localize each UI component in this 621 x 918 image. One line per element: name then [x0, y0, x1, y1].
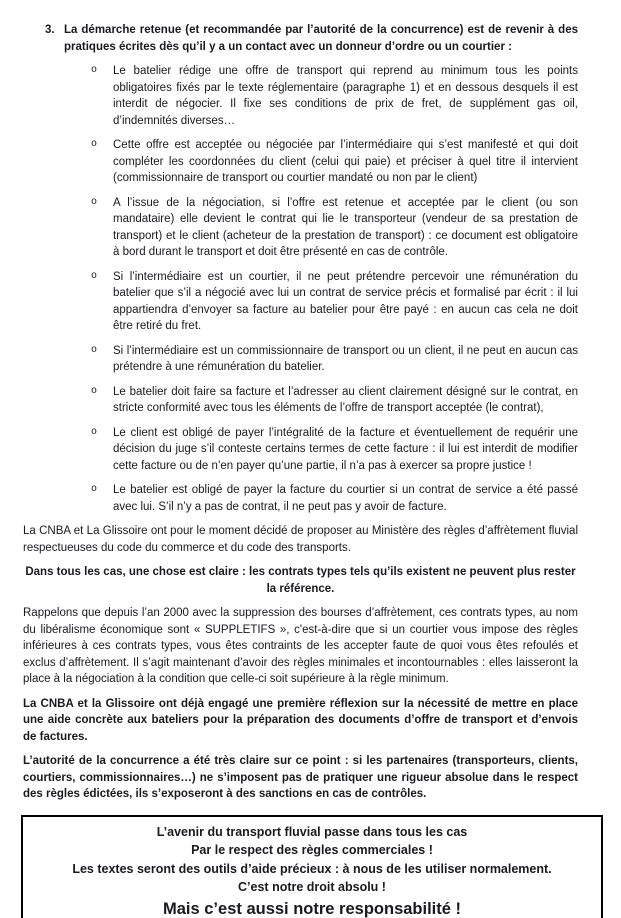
- paragraph-autorite-concurrence: L’autorité de la concurrence a été très claire sur ce point : si les partenaires (transporteurs, clients, courtiers, commissionnaires…) ne s’imposent pas de pratiquer une rigueur absolue dans le respect des règles édictées, ils s’exposeront à des sanctions en cas de contrôles.: [23, 755, 578, 800]
- conclusion-emphasis: Mais c’est aussi notre responsabilité !: [162, 899, 461, 918]
- bullet-text: Le client est obligé de payer l’intégralité de la facture et éventuellement de requérir une décision du juge s’il conteste certains termes de cette facture : il lui est interdit de modifier cette facture ou de n’en payer qu’une partie, il n’a pas à exercer sa propre justice !: [113, 426, 578, 472]
- statement-contrats-types: Dans tous les cas, une chose est claire : les contrats types tels qu’ils existent ne peuvent plus rester la référence.: [25, 566, 576, 595]
- item-number: 3.: [45, 24, 55, 36]
- bullet-list: [23, 63, 578, 515]
- bullet-item: [91, 195, 578, 261]
- bullet-item: [91, 137, 578, 187]
- bullet-marker-icon: o: [91, 385, 98, 397]
- bullet-item: [91, 482, 578, 515]
- bullet-text: Cette offre est acceptée ou négociée par l’intermédiaire qui s’est manifesté et qui doit compléter les coordonnées du client (celui qui paie) et préciser à quel titre il intervient (commissionnaire de transport ou courtier mandaté ou non par le client): [113, 139, 578, 184]
- bullet-marker-icon: o: [91, 196, 98, 208]
- paragraph-rappelons-suppletifs: Rappelons que depuis l’an 2000 avec la suppression des bourses d’affrètement, ces contrats types, au nom du libéralisme économique sont « SUPPLETIFS », c'est-à-dire que si un courtier vous impose des règles inférieures à ces contrats types, vous êtes contraints de les accepter faute de quoi vous êtes refoulés et exclus d’affrètement. Il s’agit maintenant d’avoir des règles minimales et incontournables : elles laisseront la place à la négociation à la condition que celle-ci soit supérieure à la règle minimum.: [23, 607, 578, 685]
- item-heading: La démarche retenue (et recommandée par l’autorité de la concurrence) est de revenir à des pratiques écrites dès qu’il y a un contact avec un donneur d’ordre ou un courtier :: [64, 24, 578, 53]
- conclusion-line: C’est notre droit absolu !: [238, 880, 386, 894]
- bullet-item: [91, 269, 578, 335]
- bullet-marker-icon: o: [91, 344, 98, 356]
- bullet-marker-icon: o: [91, 426, 98, 438]
- bullet-text: Si l’intermédiaire est un courtier, il ne peut prétendre percevoir une rémunération du batelier que s’il a négocié avec lui un contrat de service précis et formalisé par écrit : il lui appartiendra d’envoyer sa facture au batelier pour être payé : en aucun cas cela ne doit être retiré du fret.: [113, 270, 578, 332]
- bullet-marker-icon: o: [91, 65, 98, 76]
- bullet-item: [91, 425, 578, 475]
- bullet-item: [91, 63, 578, 129]
- bullet-marker-icon: o: [91, 139, 98, 150]
- conclusion-line: Par le respect des règles commerciales !: [191, 843, 433, 857]
- bullet-item: [91, 343, 578, 376]
- bullet-text: A l’issue de la négociation, si l’offre est retenue et acceptée par le client (ou son mandataire) elle devient le contrat qui lie le transporteur (vendeur de sa prestation de transport) et le client (acheteur de la prestation de transport) : ce document est obligatoire à bord durant le transport et doit être présenté en cas de contrôle.: [113, 196, 578, 258]
- bullet-item: [91, 384, 578, 417]
- paragraph-cnba-reflexion: La CNBA et la Glissoire ont déjà engagé une première réflexion sur la nécessité de mettre en place une aide concrète aux bateliers pour la préparation des documents d’offre de transport et d’envois de factures.: [23, 697, 578, 743]
- bullet-text: Le batelier doit faire sa facture et l’adresser au client clairement désigné sur le contrat, en stricte conformité avec tous les éléments de l’offre de transport acceptée (le contrat),: [113, 385, 578, 414]
- numbered-item-3: [45, 22, 578, 55]
- bullet-text: Le batelier rédige une offre de transport qui reprend au minimum tous les points obligatoires fixés par le texte réglementaire (paragraphe 1) et en dessous desquels il est interdit de négocier. Il fixe ses conditions de prix de fret, de supplément gas oil, d’indemnités diverses…: [113, 65, 578, 127]
- bullet-text: Le batelier est obligé de payer la facture du courtier si un contrat de service a été passé avec lui. S’il n’y a pas de contrat, il ne peut pas y avoir de facture.: [113, 484, 578, 513]
- conclusion-line: Les textes seront des outils d’aide précieux : à nous de les utiliser normalement.: [72, 861, 552, 876]
- bullet-marker-icon: o: [91, 270, 98, 282]
- conclusion-box: [21, 815, 603, 918]
- bullet-marker-icon: o: [91, 484, 98, 495]
- bullet-text: Si l’intermédiaire est un commissionnaire de transport ou un client, il ne peut en aucun cas prétendre à une rémunération du batelier.: [113, 344, 578, 373]
- paragraph-cnba-proposal: La CNBA et La Glissoire ont pour le moment décidé de proposer au Ministère des règles d’affrètement fluvial respectueuses du code du commerce et du code des transports.: [23, 525, 578, 554]
- conclusion-line: L’avenir du transport fluvial passe dans tous les cas: [156, 824, 468, 839]
